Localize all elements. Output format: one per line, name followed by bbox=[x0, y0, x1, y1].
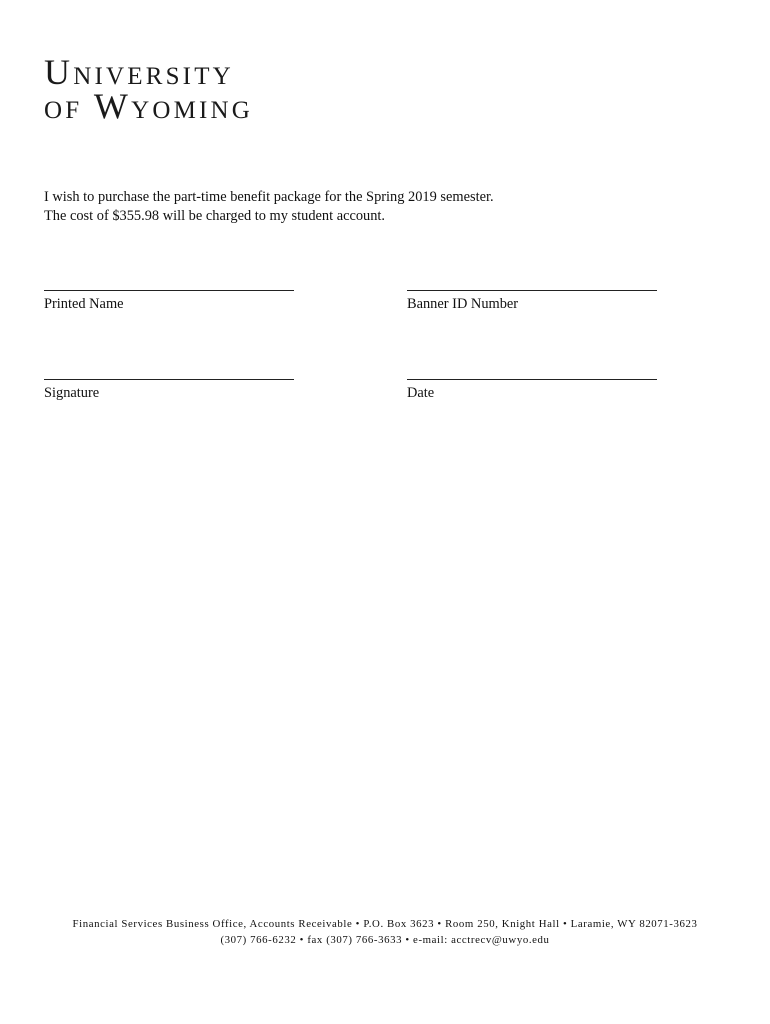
logo-line-university: University bbox=[44, 52, 234, 92]
printed-name-line[interactable] bbox=[44, 290, 294, 291]
footer-address: Financial Services Business Office, Accounts Receivable • P.O. Box 3623 • Room 250, Knight Hall • Laramie, WY 82071-3623 bbox=[72, 918, 698, 930]
statement-line-1: I wish to purchase the part-time benefit package for the Spring 2019 semester. bbox=[44, 189, 494, 205]
banner-id-line[interactable] bbox=[407, 290, 657, 291]
printed-name-label: Printed Name bbox=[44, 296, 124, 312]
date-label: Date bbox=[407, 385, 435, 401]
signature-line[interactable] bbox=[44, 379, 294, 380]
printed-name-field[interactable] bbox=[44, 290, 294, 313]
university-logo bbox=[44, 52, 254, 126]
footer-phone-email: (307) 766-6232 • fax (307) 766-3633 • e-mail: acctrecv@uwyo.edu bbox=[220, 934, 550, 946]
date-field[interactable] bbox=[407, 379, 657, 402]
statement-line-2: The cost of $355.98 will be charged to my student account. bbox=[44, 208, 386, 224]
footer-contact bbox=[40, 916, 730, 948]
logo-line-of-wyoming: of Wyoming bbox=[44, 86, 254, 126]
signature-field[interactable] bbox=[44, 379, 294, 402]
signature-label: Signature bbox=[44, 385, 100, 401]
purchase-statement bbox=[44, 188, 494, 226]
banner-id-field[interactable] bbox=[407, 290, 657, 313]
date-line[interactable] bbox=[407, 379, 657, 380]
banner-id-label: Banner ID Number bbox=[407, 296, 519, 312]
